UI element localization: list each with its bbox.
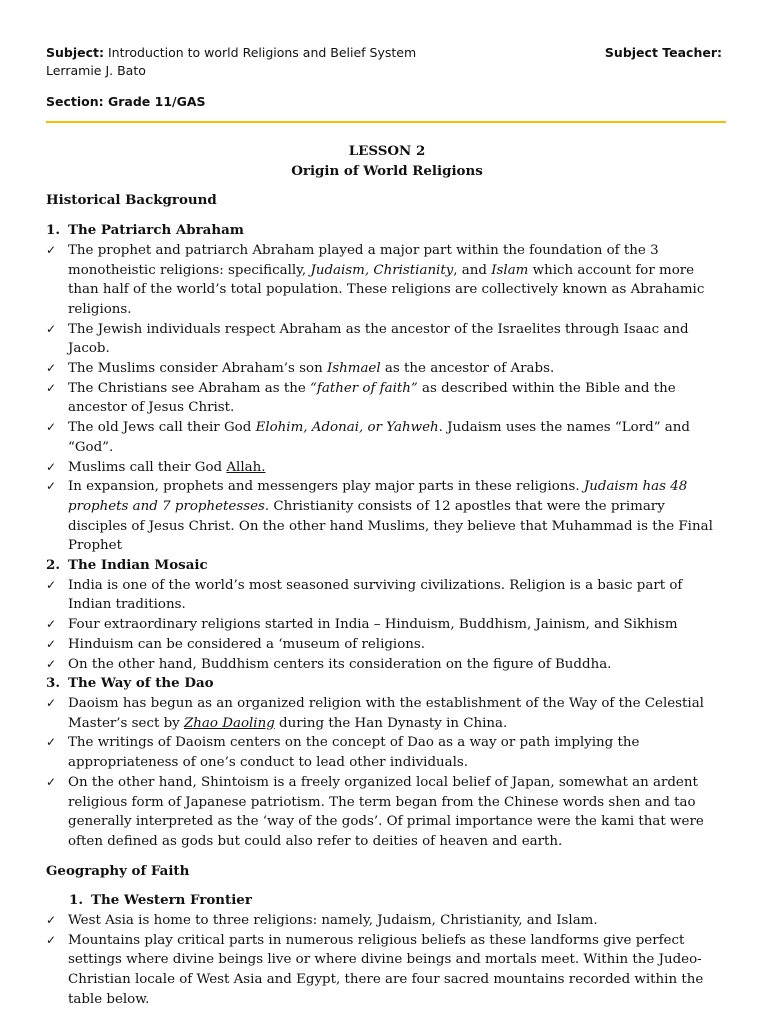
bullet-text: On the other hand, Shintoism is a freely organized local belief of Japan, somewhat an ardent religious form of Japanese patriotism. The term began from the Chinese words shen and tao generally interpreted as the ‘way of the gods’. Of primal importance were the kami that were often defined as gods but could also refer to deities of heaven and earth. <box>68 774 704 849</box>
bullet-item <box>46 773 728 852</box>
bullet-text: The Muslims consider Abraham’s son Ishmael as the ancestor of Arabs. <box>68 361 555 377</box>
checkmark-icon: ✓ <box>46 774 57 789</box>
subsection-heading <box>46 891 728 911</box>
spacer <box>46 852 728 862</box>
bullet-item <box>46 241 728 320</box>
subsection-heading <box>46 221 728 241</box>
bullet-item <box>46 655 728 675</box>
subject-value: Introduction to world Religions and Belief System <box>107 45 417 60</box>
checkmark-icon: ✓ <box>46 913 57 928</box>
spacer <box>46 881 728 891</box>
checkmark-icon: ✓ <box>46 361 57 376</box>
bullet-text: Muslims call their God Allah. <box>68 459 266 475</box>
bullet-text: On the other hand, Buddhism centers its consideration on the figure of Buddha. <box>68 656 612 672</box>
subsection-title: The Patriarch Abraham <box>68 222 244 239</box>
bullet-item <box>46 635 728 655</box>
bullet-text: India is one of the world’s most seasoned surviving civilizations. Religion is a basic part of Indian traditions. <box>68 577 683 613</box>
bullet-text: The old Jews call their God Elohim, Adonai, or Yahweh. Judaism uses the names “Lord” and “God”. <box>68 420 690 455</box>
bullet-item <box>46 418 728 457</box>
bullet-list <box>46 911 728 1010</box>
lesson-number: LESSON 2 <box>348 143 426 159</box>
subsection-title: The Western Frontier <box>91 892 252 909</box>
bullet-text: West Asia is home to three religions: namely, Judaism, Christianity, and Islam. <box>68 913 598 929</box>
bullet-text: The prophet and patriarch Abraham played a major part within the foundation of the 3 monotheistic religions: specifically, Judaism, Christianity, and Islam which account for more than half of the world’s total population. These religions are collectively known as Abrahamic religions. <box>68 242 705 317</box>
lesson-title: Origin of World Religions <box>291 162 483 179</box>
bullet-item <box>46 733 728 772</box>
bullet-item <box>46 379 728 418</box>
subsection-number: 1. <box>46 222 60 239</box>
subsection-number: 2. <box>46 557 60 574</box>
bullet-item <box>46 931 728 1010</box>
bullet-text: The Jewish individuals respect Abraham as the ancestor of the Israelites through Isaac and Jacob. <box>68 321 689 357</box>
subsection-heading <box>46 556 728 576</box>
subsection-title: The Way of the Dao <box>68 675 214 692</box>
teacher-name: Lerramie J. Bato <box>46 63 146 78</box>
lesson-content <box>46 181 728 1009</box>
bullet-text: In expansion, prophets and messengers play major parts in these religions. Judaism has 48 prophets and 7 prophetesses. Christianity consists of 12 apostles that were the primary disciples of Jesus Christ. On the other hand Muslims, they believe that Muhammad is the Final Prophet <box>68 479 713 554</box>
checkmark-icon: ✓ <box>46 932 57 947</box>
document-header <box>46 44 722 111</box>
bullet-text: Mountains play critical parts in numerous religious beliefs as these landforms give perfect settings where divine beings live or where divine beings and mortals meet. Within the Judeo-Christian locale of West Asia and Egypt, there are four sacred mountains recorded within the table below. <box>68 932 704 1007</box>
bullet-list <box>46 576 728 675</box>
subsection-number: 3. <box>46 675 60 692</box>
section-heading: Historical Background <box>46 192 217 209</box>
bullet-text: Four extraordinary religions started in India – Hinduism, Buddhism, Jainism, and Sikhism <box>68 617 678 633</box>
spacer <box>46 181 728 191</box>
checkmark-icon: ✓ <box>46 420 57 435</box>
bullet-text: Daoism has begun as an organized religion with the establishment of the Way of the Celestial Master’s sect by Zhao Daoling during the Han Dynasty in China. <box>68 695 704 731</box>
subsection-number: 1. <box>69 892 83 909</box>
subject-row <box>46 44 722 62</box>
bullet-list <box>46 694 728 852</box>
subsection-title: The Indian Mosaic <box>68 557 208 574</box>
checkmark-icon: ✓ <box>46 695 57 710</box>
checkmark-icon: ✓ <box>46 636 57 651</box>
subject-label: Subject: <box>46 45 104 60</box>
bullet-list <box>46 241 728 556</box>
bullet-item <box>46 477 728 556</box>
checkmark-icon: ✓ <box>46 459 57 474</box>
subsection-heading <box>46 674 728 694</box>
bullet-text: The writings of Daoism centers on the concept of Dao as a way or path implying the appropriateness of one’s conduct to lead other individuals. <box>68 735 640 771</box>
header-divider <box>46 121 726 123</box>
bullet-text: Hinduism can be considered a ‘museum of religions. <box>68 636 426 652</box>
document-body <box>46 142 728 1010</box>
checkmark-icon: ✓ <box>46 656 57 671</box>
bullet-text: The Christians see Abraham as the “father of faith” as described within the Bible and the ancestor of Jesus Christ. <box>68 380 676 416</box>
bullet-item <box>46 359 728 379</box>
checkmark-icon: ✓ <box>46 617 57 632</box>
bullet-item <box>46 694 728 733</box>
checkmark-icon: ✓ <box>46 321 57 336</box>
bullet-item <box>46 458 728 478</box>
checkmark-icon: ✓ <box>46 479 57 494</box>
checkmark-icon: ✓ <box>46 577 57 592</box>
checkmark-icon: ✓ <box>46 242 57 257</box>
subject-line <box>46 44 416 62</box>
spacer <box>46 211 728 221</box>
bullet-item <box>46 320 728 359</box>
section-heading: Geography of Faith <box>46 862 190 879</box>
bullet-item <box>46 576 728 615</box>
bullet-item <box>46 615 728 635</box>
bullet-item <box>46 911 728 931</box>
checkmark-icon: ✓ <box>46 380 57 395</box>
section-label: Section: Grade 11/GAS <box>46 94 206 109</box>
checkmark-icon: ✓ <box>46 735 57 750</box>
teacher-label: Subject Teacher: <box>604 45 722 60</box>
